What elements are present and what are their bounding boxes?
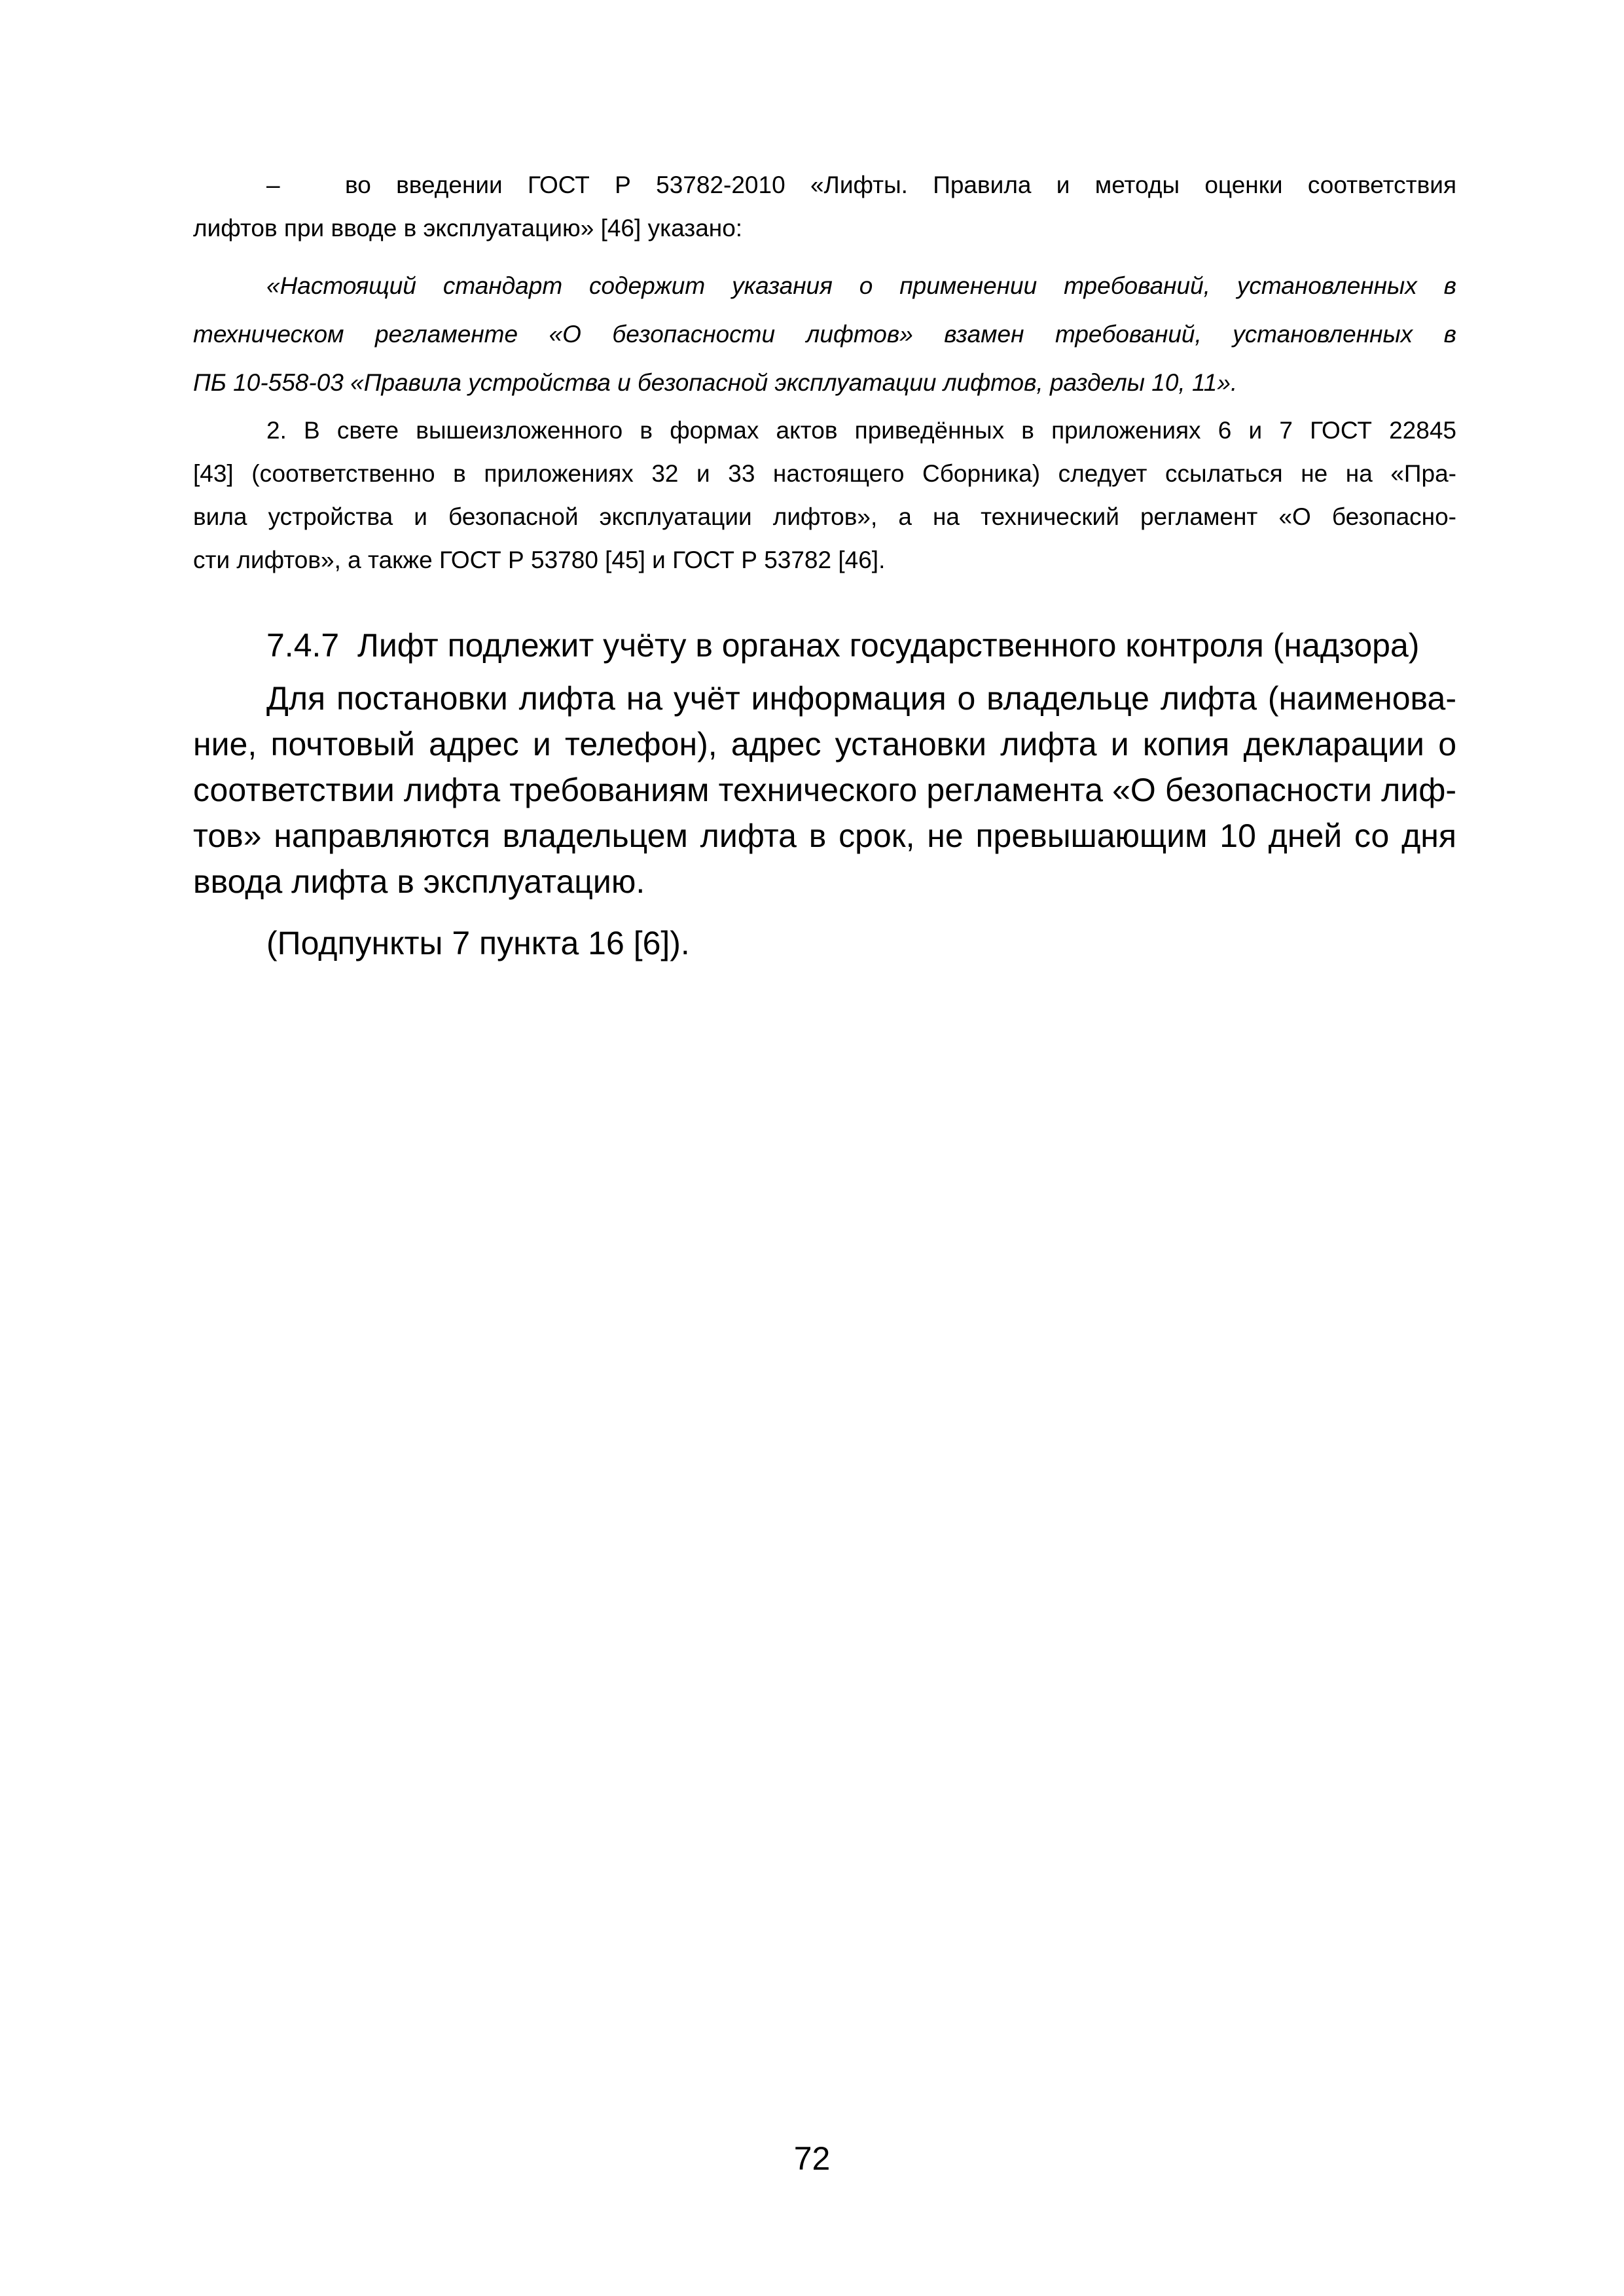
body-line-2: ние, почтовый адрес и телефон), адрес установки лифта и копия декларации о [193, 726, 1456, 762]
reference-paragraph [193, 920, 1456, 967]
bullet-text-line-1: во введении ГОСТ Р 53782-2010 «Лифты. Правила и методы оценки соответствия [345, 171, 1456, 198]
quote-line-1: «Настоящий стандарт содержит указания о применении требований, установленных в [266, 272, 1456, 299]
body-paragraph [193, 675, 1456, 905]
quote-line-2: техническом регламенте «О безопасности лифтов» взамен требований, установленных в [193, 321, 1456, 348]
bullet-text-line-2: лифтов при вводе в эксплуатацию» [46] указано: [193, 215, 743, 242]
page-number: 72 [793, 2140, 831, 2177]
section-number: 7.4.7 [266, 627, 340, 664]
bullet-dash: – [266, 171, 280, 198]
bullet-paragraph [193, 164, 1456, 250]
body-line-3: соответствии лифта требованиям технического регламента «О безопасности лиф- [193, 772, 1456, 808]
section-heading [266, 622, 1419, 669]
body-line-4: тов» направляются владельцем лифта в срок, не превышающим 10 дней со дня [193, 817, 1456, 854]
body-line-5: ввода лифта в эксплуатацию. [193, 863, 645, 900]
bullet-line-1 [193, 164, 1456, 207]
section-title: Лифт подлежит учёту в органах государственного контроля (надзора) [357, 627, 1420, 664]
quote-line-3: ПБ 10-558-03 «Правила устройства и безопасной эксплуатации лифтов, разделы 10, 11». [193, 369, 1238, 396]
note-paragraph [193, 409, 1456, 582]
body-line-1: Для постановки лифта на учёт информация о владельце лифта (наименова- [266, 680, 1456, 717]
quote-paragraph [193, 262, 1456, 407]
note-line-4: сти лифтов», а также ГОСТ Р 53780 [45] и ГОСТ Р 53782 [46]. [193, 547, 886, 573]
note-line-3: вила устройства и безопасной эксплуатации лифтов», а на технический регламент «О безопасно- [193, 503, 1456, 530]
reference-text: (Подпункты 7 пункта 16 [6]). [266, 925, 690, 961]
note-line-2: [43] (соответственно в приложениях 32 и 33 настоящего Сборника) следует ссылаться не на «Пра- [193, 460, 1456, 487]
note-line-1: 2. В свете вышеизложенного в формах актов приведённых в приложениях 6 и 7 ГОСТ 22845 [266, 417, 1456, 444]
